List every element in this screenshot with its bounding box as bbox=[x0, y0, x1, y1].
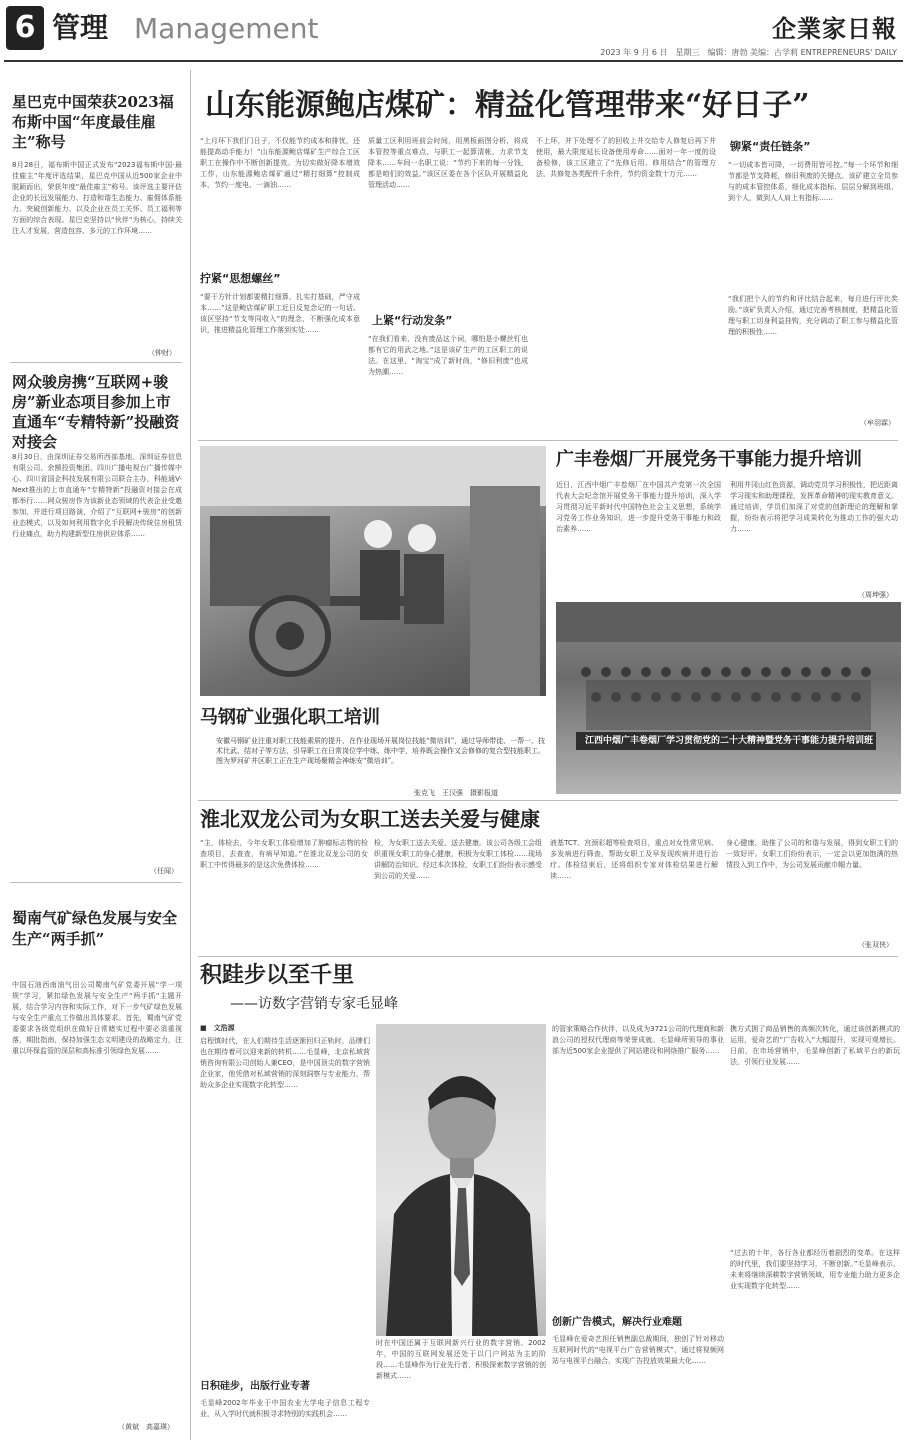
divider bbox=[198, 800, 898, 801]
page-number: 6 bbox=[6, 6, 44, 50]
article-title: 淮北双龙公司为女职工送去关爱与健康 bbox=[200, 807, 540, 831]
divider bbox=[10, 362, 182, 363]
photo-story-title: 马钢矿业强化职工培训 bbox=[200, 707, 380, 728]
article-signature: （牟羽霖） bbox=[860, 419, 895, 427]
article-body: 的管家策略合作伙伴，以及成为3721公司的代理商和新浪公司的授权代理商等荣誉成就。毛显峰所领导的事业部为近500家企业提供了网站建设和网络推广服务…… bbox=[552, 1025, 724, 1055]
subheading: 创新广告模式，解决行业难题 bbox=[552, 1317, 682, 1328]
portrait-illustration bbox=[376, 1024, 546, 1336]
article-body: 8月28日，福布斯中国正式发布“2023福布斯中国·最佳雇主”年度评选结果，星巴克中国从近500家企业中脱颖而出，荣获年度“最佳雇主”称号。该评选主要评估企业的长远发展能力、打造和谐生态能力、雇佣体系能力、突破创新能力、以及企业在员工关怀、员工福利等方面的综合表现。星巴克坚持以“伙伴”为核心，持续关注人才发展，营造包容、多元的工作环境…… bbox=[12, 161, 182, 235]
page-header bbox=[0, 0, 907, 62]
article-body: 毛显峰在爱奇艺担任销售副总裁期间，独创了针对移动互联网时代的“电视平台广告营销模式”，通过将视频网站与电视平台融合，实现广告投放效果最大化…… bbox=[552, 1335, 724, 1365]
subheading: 铆紧“责任链条” bbox=[730, 140, 811, 153]
subheading: 上紧“行动发条” bbox=[372, 314, 453, 327]
article-body: 检，为女职工送去关爱、送去健康。该公司各级工会组织重视女职工的身心健康，积极为女职工体检……现场讲解防治知识。经过本次体检，女职工们纷纷表示感受到公司的关爱…… bbox=[374, 839, 542, 880]
article-body: “在我们看来，没有废品这个词，哪怕是小螺丝钉也都有它的用武之地。”这是该矿生产的工区职工的说法。在这里，“淘宝”成了新时尚，“修旧利废”也成为热潮…… bbox=[368, 335, 528, 376]
article-body: 携方式拥了商品销售的高频次转化，通过该创新模式的运用，爱奇艺的“广告收入”大幅提升，实现可观增长。日前，在市场营销中，毛显峰创新了私域平台的新玩法，引领行业发展…… bbox=[730, 1025, 900, 1066]
article-body: 8月30日，由深圳证券交易所西部基地、深圳证券信息有限公司、余额投资集团、四川广播电视台广播传媒中心、四川省国企科技发展有限公司联合主办，科能通V-Next推出的上市直通车“专精特新”投融资对接会在成都举行……网众骏房作为该新业态领域的代表企业受邀参加，并进行项目路演，介绍了“互联网+骏房”的创新业态模式，以及如何利用数字化手段解决传统住房租赁行业痛点，助力构建新型住房供应体系…… bbox=[12, 453, 182, 538]
banner-text: 江西中烟广丰卷烟厂学习贯彻党的二十大精神暨党务干事能力提升培训班 bbox=[584, 736, 873, 746]
dateline: 2023 年 9 月 6 日 星期三 编辑：唐勃 美编：古学莉 ENTREPRENEURS' DAILY bbox=[600, 48, 897, 57]
group-photo bbox=[556, 602, 901, 794]
feature-title: 积跬步以至千里 bbox=[200, 962, 355, 988]
header-rule bbox=[4, 60, 903, 62]
divider bbox=[198, 956, 898, 957]
main-headline: 山东能源鲍店煤矿：精益化管理带来“好日子” bbox=[205, 88, 810, 123]
article-body: 身心健康，助推了公司的和谐与发展，得到女职工们的一致好评。女职工们纷纷表示，一定会以更加饱满的热情投入到工作中，为公司发展贡献巾帼力量。 bbox=[726, 839, 898, 869]
photo-illustration bbox=[200, 446, 546, 696]
feature-subtitle: ——访数字营销专家毛显峰 bbox=[230, 996, 398, 1012]
article-body: 中国石油西南油气田公司蜀南气矿党委开展“学一项规”学习，紧扣绿色发展与安全生产“两手抓”主题开展，结合学习内容和实际工作，对下一步气矿绿色发展与安全生产重点工作做出具体要求。首先，蜀南气矿党委要求各级党组织在做好日常睹实过程中要必須重视落，期批指南，保持加强生态文明建设的战略定力，注重以环保监管的深层和高标准引领绿色发展…… bbox=[12, 981, 182, 1055]
photo-caption-text: 安徽马钢矿业注重对职工技能素质的提升，在作业现场开展岗位技能“微培训”，通过导师带徒、一帮一、技术比武、结对子等方法，引导职工在日常岗位学中练、练中学，培养既会操作又会修修的复合型技能职工。图为罗河矿井区职工正在生产现场聚精会神练安“微培训”。 bbox=[216, 737, 546, 765]
article-body: 启程慎时代，在人们期待生活逐渐回归正轨时，品牌们也在期待着可以迎来新的转机……毛显峰，北京私域营销咨询有限公司创始人兼CEO，是中国顶尖的数字营销企业家，他凭借对私域营销的深刻洞察与专业能力，帮助众多企业实现数字化转型…… bbox=[200, 1037, 370, 1089]
article-body: 液基TCT、宫颈彩超等检查项目，重点对女性常见病、多发病进行筛查，帮助女职工及早发现疾病并进行治疗。体检结束后，还将组织专家对体检结果进行解读…… bbox=[550, 839, 718, 880]
article-title: 星巴克中国荣获2023福布斯中国“年度最佳雇主”称号 bbox=[12, 93, 174, 151]
article-body: “一切成本皆可降，一切费用皆可控。”每一个环节和细节都是节支降耗，修旧利废的关键点。该矿建立全员参与的成本管控体系，细化成本指标，层层分解到班组、到个人，做到人人肩上有指标…… bbox=[728, 161, 898, 202]
article-title: 网众骏房携“互联网+骏房”新业态项目参加上市直通车“专精特新”投融资对接会 bbox=[12, 373, 180, 451]
article-body: 时在中国还属于互联网新兴行业的数字营销。2002年，中国的互联网发展还处于以门户网站为主的阶段……毛显峰作为行业先行者，积极探索数字营销的创新模式…… bbox=[376, 1339, 546, 1380]
article-signature: （周坤强） bbox=[858, 591, 893, 599]
feature-byline: ■ 文浩源 bbox=[200, 1024, 235, 1032]
article-body: “上月环下我们门日子，不仅能节约成本和排忧，还能提高动手能力！”山东能源鲍店煤矿生产综合工区职工在操作中不断创新提效。为切实做好降本增效工作，山东能源鲍店煤矿通过“精打细算”控制成本，节约一度电、一滴油…… bbox=[200, 137, 360, 189]
article-body: “主，体检去，今年女职工体检增加了肿瘤标志物的检查项目，去查查，有病早知道。”在淮北双龙公司的女职工中传得最多的是这次免费体检…… bbox=[200, 839, 368, 869]
article-body: “要干方针计划都要精打细算，扎实打基础，严守成本……”这是鲍店煤矿职工近日反复念记的一句话。该区坚持“节支等同收入”的理念，不断强化成本意识，推进精益化管理工作落到实处…… bbox=[200, 293, 360, 334]
workers-training-photo bbox=[200, 446, 546, 696]
article-signature: （钟财） bbox=[148, 349, 176, 357]
article-body: “过去的十年，各行各业都经历着剧烈的变革。在这样的时代里，我们要坚持学习，不断创新。”毛显峰表示，未来将继续深耕数字营销领域，用专业能力助力更多企业实现数字化转型…… bbox=[730, 1249, 900, 1290]
article-signature: （任闻） bbox=[150, 867, 178, 875]
subheading: 日积硅步，出版行业专著 bbox=[200, 1381, 310, 1392]
photo-credit: 张克飞 王汉强 摄影报道 bbox=[414, 789, 498, 797]
article-body: 利用井冈山红色资源，调动党员学习积极性，把近距离学习现实和助理课程，发挥革命精神的现实教育意义。通过培训，学员们加深了对党的创新理论的理解和掌握，纷纷表示将把学习成果转化为推动工作的强大动力…… bbox=[730, 481, 898, 533]
article-body: 毛显峰2002年毕业于中国农业大学电子信息工程专业，从入学时代就积极寻求特别的实践机会…… bbox=[200, 1399, 370, 1418]
divider bbox=[10, 882, 182, 883]
article-body: 质量工区利用班前会时间，用黑板画图分析，将成本管控等重点难点、与职工一起算清帐，力求节支降本……车间一名职工说：“节约下来的每一分钱，都是咱们的效益。”该区区委在各个区队开展精益化管理活动…… bbox=[368, 137, 528, 189]
divider bbox=[198, 440, 898, 441]
article-body: 不上环，并下处理不了的回收上井交给专人修复后再下井使用，最大限度延长设备使用寿命……面对一年一度的设备检修，该工区建立了“先修后用、修用结合”的管理方法，共修复各类配件千余件，节约资金数十万元…… bbox=[536, 137, 716, 178]
portrait-photo bbox=[376, 1024, 546, 1336]
article-signature: （黄斌 高嘉瑛） bbox=[118, 1423, 174, 1431]
column-divider bbox=[190, 70, 191, 1440]
section-title: 管理 bbox=[52, 11, 109, 44]
article-signature: （张双侠） bbox=[858, 941, 893, 949]
group-photo-illustration bbox=[556, 602, 901, 794]
section-title-english: Management bbox=[134, 12, 319, 45]
article-title: 广丰卷烟厂开展党务干事能力提升培训 bbox=[556, 449, 862, 470]
article-title: 蜀南气矿绿色发展与安全生产“两手抓” bbox=[12, 909, 178, 948]
subheading: 拧紧“思想螺丝” bbox=[200, 272, 281, 285]
article-body: “我们把个人的节约和评比结合起来，每月进行评比奖励。”该矿负责人介绍，通过完善考核制度，把精益化管理与职工切身利益挂钩，充分调动了职工参与精益化管理的积极性…… bbox=[728, 295, 898, 336]
article-body: 近日，江西中烟广丰卷烟厂在中国共产党第一次全国代表大会纪念馆开展党务干事能力提升培训，深入学习贯彻习近平新时代中国特色社会主义思想，系统学习党务工作业务知识，进一步提升党务干事能力和政治素养…… bbox=[556, 481, 721, 533]
newspaper-logo: 企業家日報 bbox=[772, 14, 897, 43]
